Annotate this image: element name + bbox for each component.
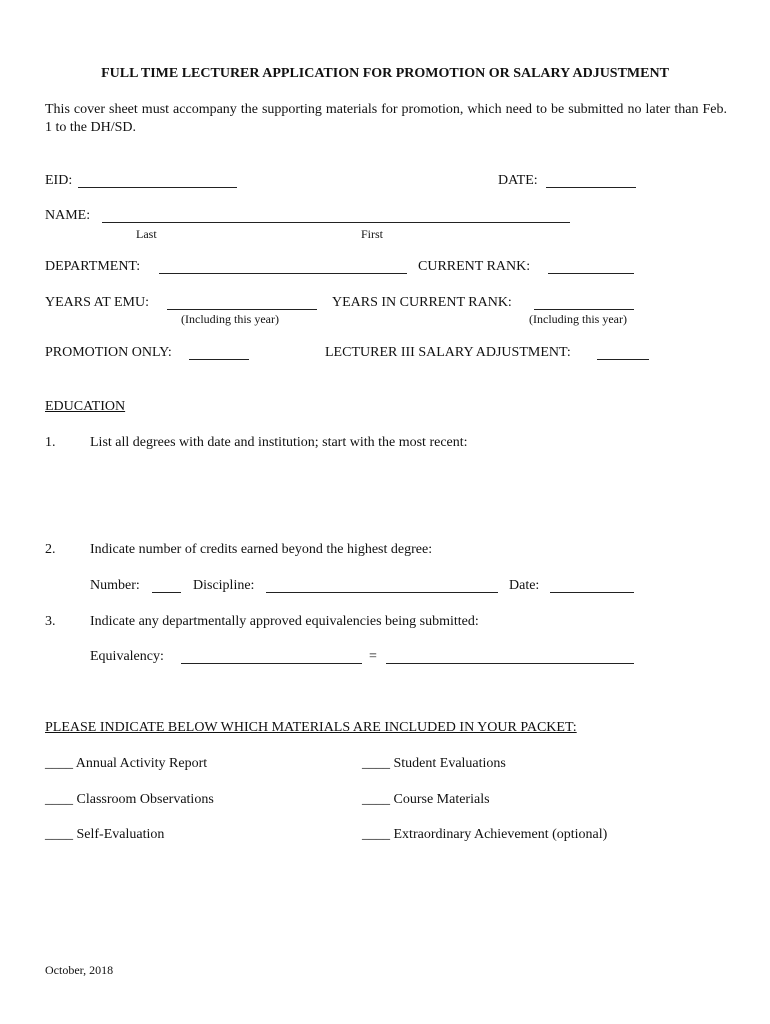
number-label: Number: (90, 578, 140, 593)
date-label: DATE: (498, 173, 538, 188)
years-rank-field[interactable] (534, 309, 634, 310)
material-checkbox-classroom-observations[interactable]: ____ Classroom Observations (45, 792, 214, 807)
education-item-3-text: Indicate any departmentally approved equivalencies being submitted: (90, 614, 479, 629)
number-field[interactable] (152, 592, 181, 593)
name-label: NAME: (45, 208, 91, 223)
name-field[interactable] (102, 222, 570, 223)
material-checkbox-student-evaluations[interactable]: ____ Student Evaluations (362, 756, 506, 771)
credits-date-field[interactable] (550, 592, 634, 593)
department-label: DEPARTMENT: (45, 259, 141, 274)
education-item-2-number: 2. (45, 542, 56, 557)
equivalency-field[interactable] (181, 663, 362, 664)
promotion-only-field[interactable] (189, 359, 249, 360)
education-item-3-number: 3. (45, 614, 56, 629)
intro-paragraph: This cover sheet must accompany the supporting materials for promotion, which need to be submitted no later than Feb. 1 to the DH/SD. (45, 102, 727, 135)
equals-sign: = (369, 649, 377, 664)
date-field[interactable] (546, 187, 636, 188)
document-title: FULL TIME LECTURER APPLICATION FOR PROMOTION OR SALARY ADJUSTMENT (101, 66, 669, 81)
years-emu-note: (Including this year) (181, 312, 279, 326)
years-rank-label: YEARS IN CURRENT RANK: (332, 295, 512, 310)
promotion-only-label: PROMOTION ONLY: (45, 345, 172, 360)
current-rank-label: CURRENT RANK: (418, 259, 531, 274)
department-field[interactable] (159, 273, 407, 274)
education-item-1-number: 1. (45, 435, 56, 450)
materials-heading: PLEASE INDICATE BELOW WHICH MATERIALS ARE INCLUDED IN YOUR PACKET: (45, 720, 577, 735)
discipline-field[interactable] (266, 592, 498, 593)
current-rank-field[interactable] (548, 273, 634, 274)
years-emu-field[interactable] (167, 309, 317, 310)
eid-label: EID: (45, 173, 73, 188)
material-checkbox-extraordinary-achievement[interactable]: ____ Extraordinary Achievement (optional) (362, 827, 608, 842)
material-checkbox-self-evaluation[interactable]: ____ Self-Evaluation (45, 827, 165, 842)
salary-adjustment-field[interactable] (597, 359, 649, 360)
equivalency-value-field[interactable] (386, 663, 634, 664)
years-rank-note: (Including this year) (529, 312, 627, 326)
education-heading: EDUCATION (45, 399, 126, 414)
name-first-caption: First (361, 227, 384, 241)
eid-field[interactable] (78, 187, 237, 188)
equivalency-label: Equivalency: (90, 649, 164, 664)
name-last-caption: Last (136, 227, 157, 241)
material-checkbox-course-materials[interactable]: ____ Course Materials (362, 792, 490, 807)
salary-adjustment-label: LECTURER III SALARY ADJUSTMENT: (325, 345, 571, 360)
years-emu-label: YEARS AT EMU: (45, 295, 149, 310)
footer-date: October, 2018 (45, 963, 114, 977)
discipline-label: Discipline: (193, 578, 255, 593)
material-checkbox-annual-activity-report[interactable]: ____ Annual Activity Report (45, 756, 208, 771)
education-item-1-text: List all degrees with date and institution; start with the most recent: (90, 435, 468, 450)
credits-date-label: Date: (509, 578, 540, 593)
education-item-2-text: Indicate number of credits earned beyond the highest degree: (90, 542, 433, 557)
